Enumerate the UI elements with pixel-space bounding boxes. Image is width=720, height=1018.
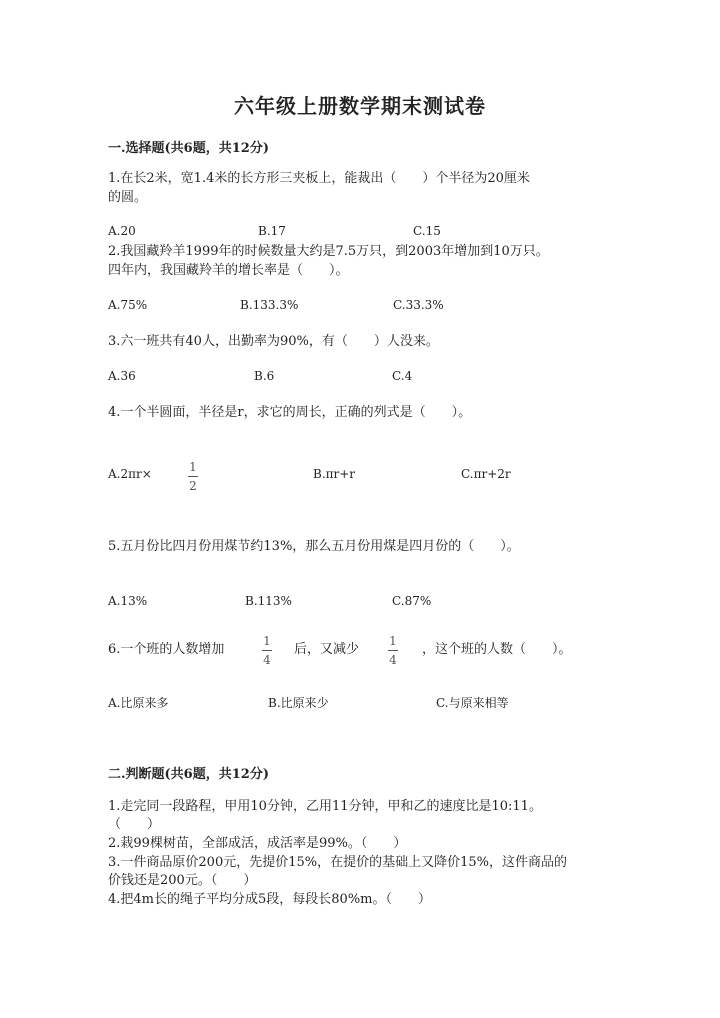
- question-1-option-c[interactable]: C.15: [413, 224, 441, 238]
- question-5-option-c[interactable]: C.87%: [392, 594, 432, 608]
- question-6-text-mid: 后，又减少: [294, 642, 360, 657]
- fraction-one-quarter-a: [260, 634, 274, 667]
- question-2-option-b[interactable]: B.133.3%: [240, 298, 299, 312]
- fraction-bar: [262, 650, 272, 651]
- fraction-one-quarter-b: [386, 634, 400, 667]
- question-5-text: 5.五月份比四月份用煤节约13%，那么五月份用煤是四月份的（ ）。: [108, 539, 520, 554]
- fraction-bar: [388, 650, 398, 651]
- fraction-numerator: 1: [389, 634, 397, 648]
- question-2-text-cont: 四年内，我国藏羚羊的增长率是（ ）。: [108, 263, 349, 278]
- question-3-option-a[interactable]: A.36: [108, 369, 136, 383]
- question-2-option-a[interactable]: A.75%: [108, 298, 148, 312]
- judgement-1-answer-blank[interactable]: （ ）: [108, 817, 161, 832]
- question-6-option-a[interactable]: A.比原来多: [108, 696, 169, 710]
- question-1-option-a[interactable]: A.20: [108, 224, 136, 238]
- fraction-bar: [188, 476, 198, 477]
- question-3-text: 3.六一班共有40人，出勤率为90%，有（ ）人没来。: [108, 334, 439, 349]
- question-6-option-c[interactable]: C.与原来相等: [436, 696, 509, 710]
- question-6-option-b[interactable]: B.比原来少: [268, 696, 329, 710]
- question-2-option-c[interactable]: C.33.3%: [393, 298, 444, 312]
- fraction-denominator: 4: [389, 653, 397, 667]
- question-1-text-cont: 的圆。: [108, 190, 148, 205]
- question-3-option-c[interactable]: C.4: [392, 369, 413, 383]
- fraction-denominator: 4: [263, 653, 271, 667]
- question-1-text: 1.在长2米，宽1.4米的长方形三夹板上，能裁出（ ）个半径为20厘米: [108, 171, 530, 186]
- judgement-4-text: 4.把4m长的绳子平均分成5段，每段长80%m。（ ）: [108, 892, 431, 907]
- section-heading-judgement: 二.判断题(共6题，共12分): [108, 767, 269, 782]
- page-title: 六年级上册数学期末测试卷: [234, 94, 486, 118]
- question-6-text-end: ，这个班的人数（ ）。: [422, 642, 572, 657]
- question-4-option-c[interactable]: C.πr+2r: [461, 467, 511, 481]
- question-1-option-b[interactable]: B.17: [258, 224, 286, 238]
- judgement-3-text-cont: 价钱还是200元。（ ）: [108, 873, 257, 888]
- fraction-denominator: 2: [189, 479, 197, 493]
- question-6-text-start: 6.一个班的人数增加: [108, 642, 225, 657]
- fraction-numerator: 1: [189, 460, 197, 474]
- judgement-2-text: 2.栽99棵树苗，全部成活，成活率是99%。（ ）: [108, 836, 407, 851]
- question-3-option-b[interactable]: B.6: [254, 369, 275, 383]
- question-2-text: 2.我国藏羚羊1999年的时候数量大约是7.5万只，到2003年增加到10万只。: [108, 244, 549, 259]
- question-5-option-b[interactable]: B.113%: [245, 594, 292, 608]
- question-4-text: 4.一个半圆面，半径是r，求它的周长，正确的列式是（ ）。: [108, 405, 472, 420]
- judgement-3-text: 3.一件商品原价200元，先提价15%，在提价的基础上又降价15%，这件商品的: [108, 855, 568, 870]
- question-4-option-b[interactable]: B.πr+r: [313, 467, 356, 481]
- fraction-one-half: [186, 460, 200, 493]
- question-4-option-a[interactable]: A.2πr×: [108, 467, 152, 481]
- question-5-option-a[interactable]: A.13%: [108, 594, 148, 608]
- judgement-1-text: 1.走完同一段路程，甲用10分钟，乙用11分钟，甲和乙的速度比是10:11。: [108, 799, 542, 814]
- section-heading-choice: 一.选择题(共6题，共12分): [108, 141, 269, 156]
- fraction-numerator: 1: [263, 634, 271, 648]
